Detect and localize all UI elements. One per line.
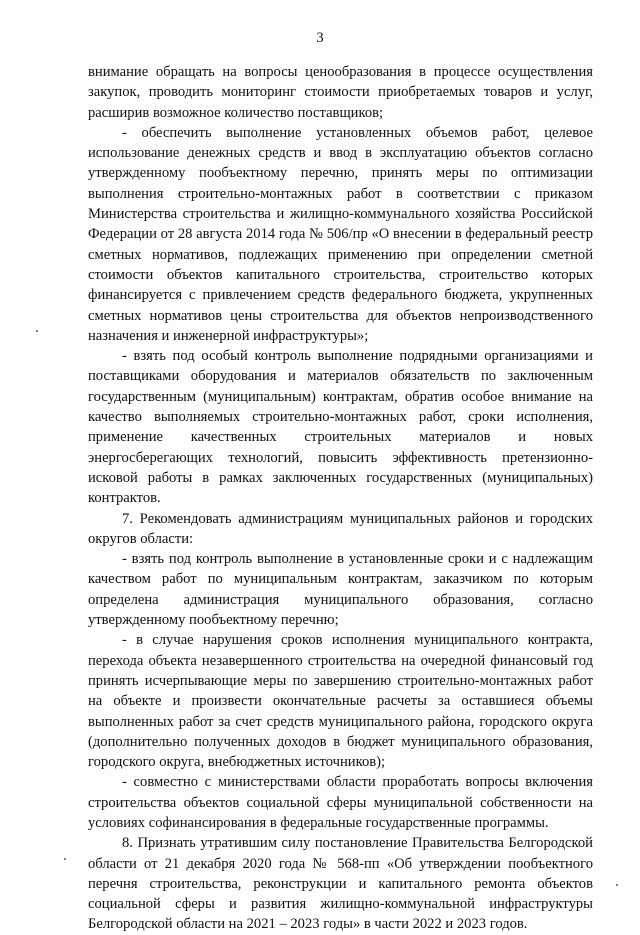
document-body bbox=[88, 62, 593, 935]
paragraph-contract-violation: - в случае нарушения сроков исполнения муниципального контракта, перехода объекта незавершенного строительства на очередной финансовый год принять исчерпывающие меры по завершению строительно-монтажных работ на объекте и произвести окончательные расчеты за оставшиеся объемы выполненных работ за счет средств муниципального района, городского округа (дополнительно полученных доходов в бюджет муниципального образования, городского округа, внебюджетных источников); bbox=[88, 632, 593, 771]
scan-speck bbox=[616, 884, 618, 886]
paragraph-ensure-works: - обеспечить выполнение установленных объемов работ, целевое использование денежных средств и ввод в эксплуатацию объектов согласно утвержденному пообъектному перечню, принять меры по оптимизации выполнения строительно-монтажных работ в соответствии с приказом Министерства строительства и жилищно-коммунального хозяйства Российской Федерации от 28 августа 2014 года № 506/пр «О внесении в федеральный реестр сметных нормативов, подлежащих применению при определении сметной стоимости объектов капитального строительства, строительство которых финансируется с привлечением средств федерального бюджета, укрупненных сметных нормативов цены строительства для объектов непроизводственного назначения и инженерной инфраструктуры»; bbox=[88, 124, 593, 344]
paragraph-control-deadlines: - взять под контроль выполнение в установленные сроки и с надлежащим качеством работ по муниципальным контрактам, заказчиком по которым определена администрация муниципального образования, согласно утвержденному пообъектному перечню; bbox=[88, 551, 593, 629]
paragraph-joint-work: - совместно с министерствами области проработать вопросы включения строительства объектов социальной сферы муниципальной собственности на условиях софинансирования в федеральные государственные программы. bbox=[88, 774, 593, 831]
scan-speck bbox=[36, 330, 38, 332]
paragraph-continuation: внимание обращать на вопросы ценообразования в процессе осуществления закупок, проводить мониторинг стоимости приобретаемых товаров и услуг, расширив возможное количество поставщиков; bbox=[88, 64, 593, 121]
page-number: 3 bbox=[316, 30, 324, 46]
paragraph-control-contractors: - взять под особый контроль выполнение подрядными организациями и поставщиками оборудования и материалов обязательств по заключенным государственным (муниципальным) контрактам, обратив особое внимание на качество выполняемых строительно-монтажных работ, сроки исполнения, применение качественных строительных материалов и новых энергосберегающих технологий, повысить эффективность претензионно-исковой работы в рамках заключенных государственных (муниципальных) контрактов. bbox=[88, 348, 593, 507]
paragraph-item-8: 8. Признать утратившим силу постановление Правительства Белгородской области от 21 декабря 2020 года № 568-пп «Об утверждении пообъектного перечня строительства, реконструкции и капитального ремонта объектов социальной сферы и развития жилищно-коммунальной инфраструктуры Белгородской области на 2021 – 2023 годы» в части 2022 и 2023 годов. bbox=[88, 835, 593, 933]
paragraph-item-7: 7. Рекомендовать администрациям муниципальных районов и городских округов области: bbox=[88, 510, 593, 547]
scan-speck bbox=[64, 858, 66, 860]
